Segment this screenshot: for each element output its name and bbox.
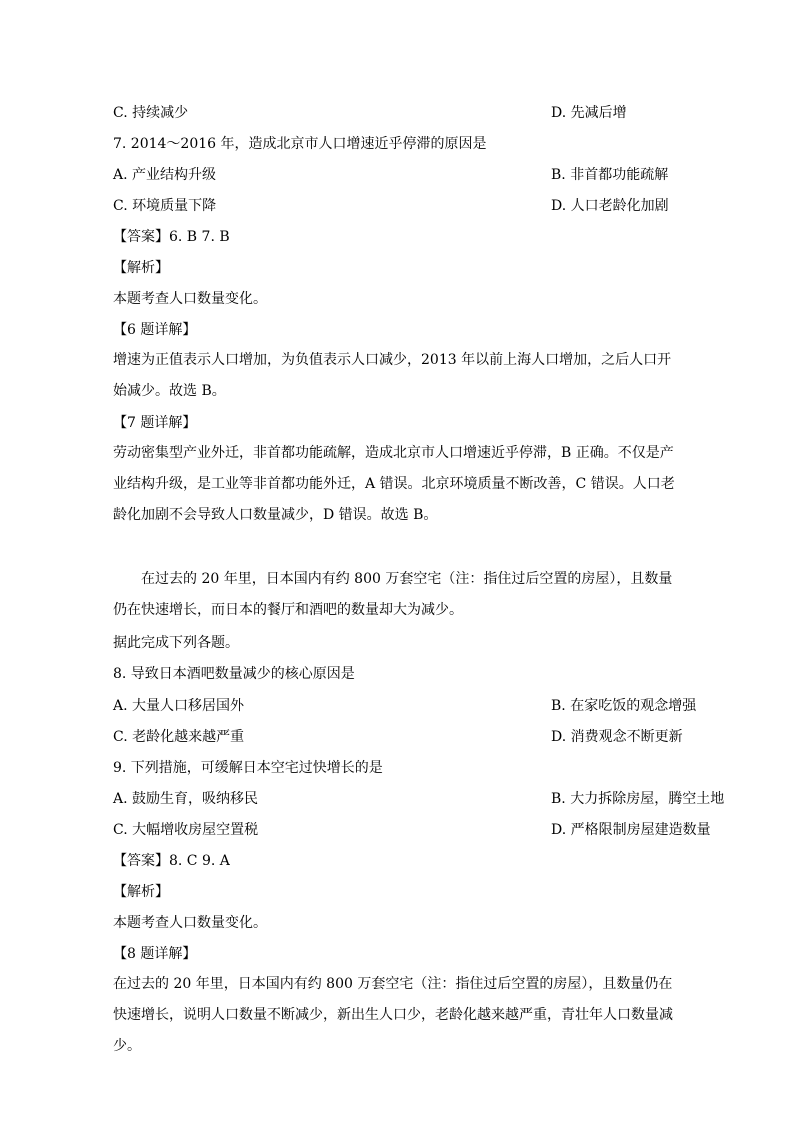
q8-stem: 8. 导致日本酒吧数量减少的核心原因是 <box>113 666 355 682</box>
q9-stem: 9. 下列措施，可缓解日本空宅过快增长的是 <box>113 760 383 776</box>
q6-option-d: D. 先减后增 <box>551 105 627 121</box>
answer-8-9: 【答案】8. C 9. A <box>113 853 230 869</box>
option-text: A. 鼓励生育，吸纳移民 <box>113 791 259 807</box>
q8-option-b: B. 在家吃饭的观念增强 <box>551 698 697 714</box>
instruction: 据此完成下列各题。 <box>113 635 239 651</box>
option-text: C. 老龄化越来越严重 <box>113 729 245 745</box>
q8-option-d: D. 消费观念不断更新 <box>551 729 683 745</box>
q9-option-c <box>113 821 711 839</box>
q7-option-a <box>113 166 669 184</box>
detail-6-title: 【6 题详解】 <box>113 322 197 338</box>
q7-stem: 7. 2014～2016 年，造成北京市人口增速近乎停滞的原因是 <box>113 136 487 152</box>
q8-option-a <box>113 697 697 715</box>
option-text: A. 产业结构升级 <box>113 167 217 183</box>
analysis-title-2: 【解析】 <box>113 884 169 900</box>
answer-6-7: 【答案】6. B 7. B <box>113 229 230 245</box>
option-text: C. 大幅增收房屋空置税 <box>113 822 259 838</box>
option-text: C. 环境质量下降 <box>113 198 217 214</box>
analysis-text-2: 本题考查人口数量变化。 <box>113 915 267 931</box>
analysis-text: 本题考查人口数量变化。 <box>113 291 267 307</box>
q7-option-b: B. 非首都功能疏解 <box>551 167 669 183</box>
q6-option-c <box>113 104 627 122</box>
detail-7-text: 劳动密集型产业外迁，非首都功能疏解，造成北京市人口增速近乎停滞，B 正确。不仅是产业结构升级，是工业等非首都功能外迁，A 错误。北京环境质量不断改善，C 错误。人口老龄化加剧不会导致人口数量减少，D 错误。故选 B。 <box>113 445 675 523</box>
option-text: C. 持续减少 <box>113 105 189 121</box>
analysis-title: 【解析】 <box>113 260 169 276</box>
detail-8-text: 在过去的 20 年里，日本国内有约 800 万套空宅（注：指住过后空置的房屋），且数量仍在快速增长，说明人口数量不断减少，新出生人口少，老龄化越来越严重，青壮年人口数量减少。 <box>113 976 673 1054</box>
q9-option-b: B. 大力拆除房屋，腾空土地 <box>551 791 725 807</box>
detail-8-title: 【8 题详解】 <box>113 946 197 962</box>
detail-6-text: 增速为正值表示人口增加，为负值表示人口减少，2013 年以前上海人口增加，之后人口开始减少。故选 B。 <box>113 352 672 399</box>
q7-option-c <box>113 197 669 215</box>
option-text: A. 大量人口移居国外 <box>113 698 245 714</box>
detail-7-title: 【7 题详解】 <box>113 415 197 431</box>
passage: 在过去的 20 年里，日本国内有约 800 万套空宅（注：指住过后空置的房屋），且数量仍在快速增长，而日本的餐厅和酒吧的数量却大为减少。 <box>113 571 673 618</box>
q9-option-a <box>113 790 725 808</box>
q8-option-c <box>113 728 683 746</box>
q7-option-d: D. 人口老龄化加剧 <box>551 198 669 214</box>
q9-option-d: D. 严格限制房屋建造数量 <box>551 822 711 838</box>
